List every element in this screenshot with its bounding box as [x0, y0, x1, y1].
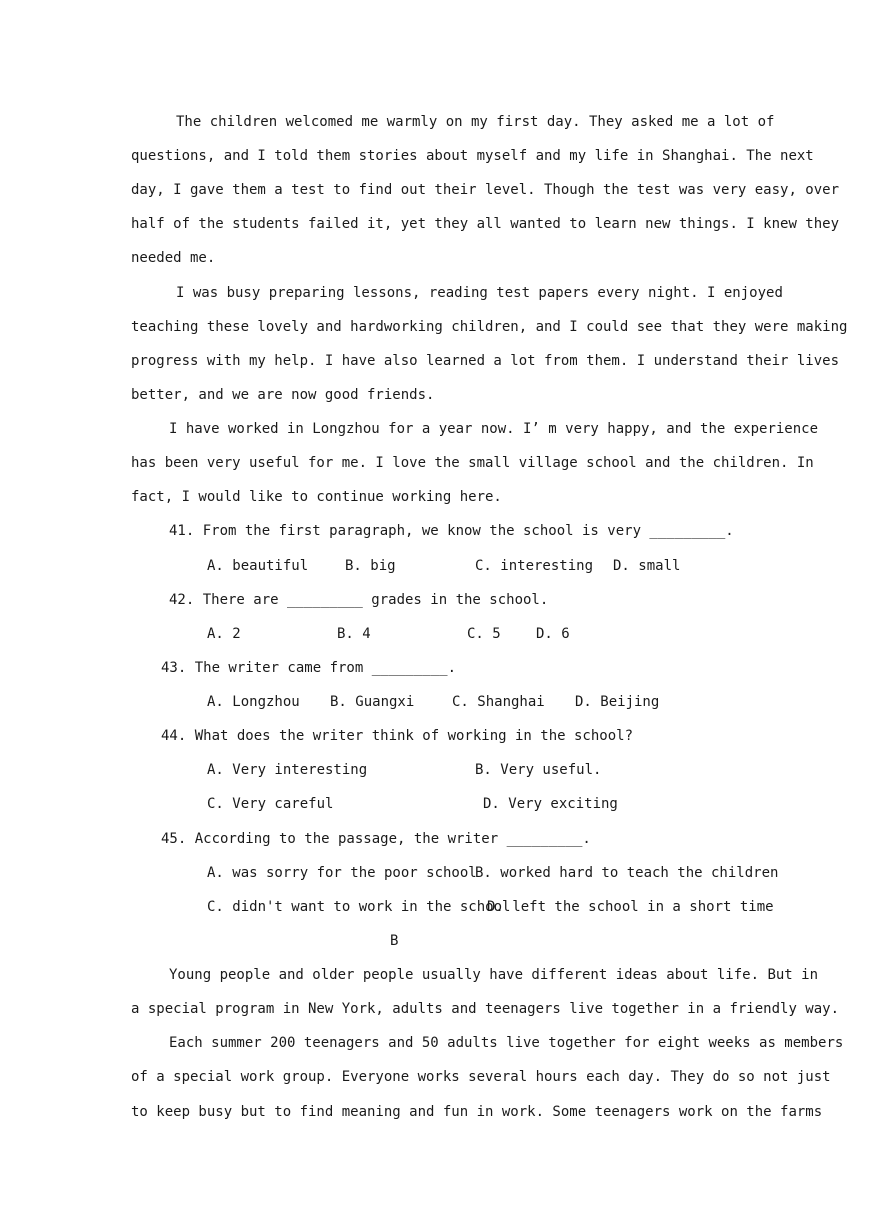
text-line: I have worked in Longzhou for a year now. I’ m very happy, and the experience: [169, 421, 819, 437]
text-line: needed me.: [131, 250, 216, 266]
option-b: B. Guangxi: [330, 694, 415, 710]
text-line: The children welcomed me warmly on my first day. They asked me a lot of: [176, 114, 775, 130]
option-d: D. left the school in a short time: [487, 899, 774, 915]
option-d: D. Very exciting: [483, 796, 618, 812]
text-line: of a special work group. Everyone works several hours each day. They do so not just: [131, 1069, 831, 1085]
text-line: Young people and older people usually have different ideas about life. But in: [169, 967, 819, 983]
option-d: D. Beijing: [575, 694, 660, 710]
option-c: C. didn't want to work in the school: [207, 899, 511, 915]
option-b: B. 4: [337, 626, 371, 642]
question-stem: 43. The writer came from _________.: [161, 660, 457, 676]
section-heading: B: [390, 933, 399, 949]
option-d: D. small: [613, 558, 681, 574]
text-line: fact, I would like to continue working here.: [131, 489, 502, 505]
option-a: A. was sorry for the poor school: [207, 865, 477, 881]
option-a: A. Very interesting: [207, 762, 368, 778]
text-line: has been very useful for me. I love the small village school and the children. In: [131, 455, 814, 471]
option-b: B. big: [345, 558, 396, 574]
text-line: half of the students failed it, yet they all wanted to learn new things. I knew they: [131, 216, 840, 232]
question-stem: 42. There are _________ grades in the school.: [169, 592, 549, 608]
option-c: C. 5: [467, 626, 501, 642]
question-stem: 45. According to the passage, the writer _________.: [161, 831, 591, 847]
text-line: to keep busy but to find meaning and fun in work. Some teenagers work on the farms: [131, 1104, 823, 1120]
text-line: I was busy preparing lessons, reading test papers every night. I enjoyed: [176, 285, 783, 301]
question-stem: 41. From the first paragraph, we know the school is very _________.: [169, 523, 734, 539]
question-stem: 44. What does the writer think of working in the school?: [161, 728, 634, 744]
text-line: teaching these lovely and hardworking children, and I could see that they were making: [131, 319, 848, 335]
option-b: B. worked hard to teach the children: [475, 865, 779, 881]
option-b: B. Very useful.: [475, 762, 602, 778]
text-line: Each summer 200 teenagers and 50 adults live together for eight weeks as members: [169, 1035, 844, 1051]
option-c: C. Very careful: [207, 796, 334, 812]
text-line: questions, and I told them stories about myself and my life in Shanghai. The next: [131, 148, 814, 164]
option-a: A. 2: [207, 626, 241, 642]
text-line: progress with my help. I have also learned a lot from them. I understand their lives: [131, 353, 840, 369]
option-c: C. Shanghai: [452, 694, 545, 710]
text-line: day, I gave them a test to find out their level. Though the test was very easy, over: [131, 182, 840, 198]
option-c: C. interesting: [475, 558, 594, 574]
text-line: a special program in New York, adults and teenagers live together in a friendly way.: [131, 1001, 840, 1017]
option-d: D. 6: [536, 626, 570, 642]
text-line: better, and we are now good friends.: [131, 387, 435, 403]
option-a: A. Longzhou: [207, 694, 300, 710]
option-a: A. beautiful: [207, 558, 309, 574]
